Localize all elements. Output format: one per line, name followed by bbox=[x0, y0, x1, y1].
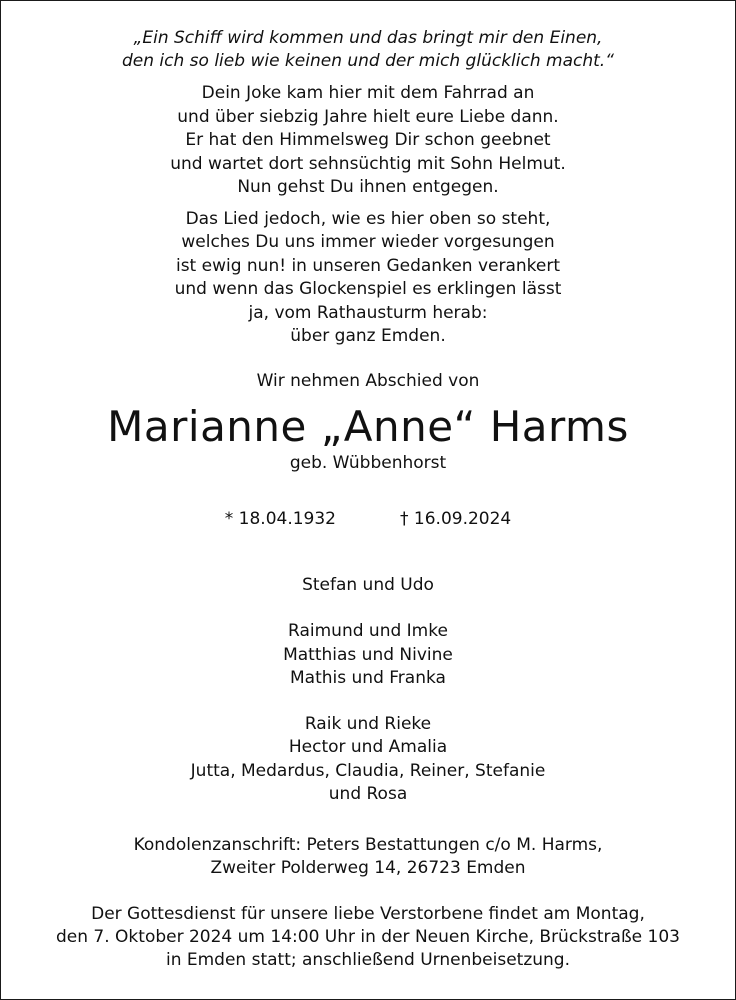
verse-line: Dein Joke kam hier mit dem Fahrrad an bbox=[201, 83, 535, 103]
quote-line: den ich so lieb wie keinen und der mich glücklich macht.“ bbox=[122, 51, 614, 71]
birth-date: * 18.04.1932 bbox=[224, 508, 336, 529]
funeral-service-info bbox=[1, 903, 735, 972]
poem-verse-1 bbox=[1, 82, 735, 200]
service-line: Der Gottesdienst für unsere liebe Verstorbene findet am Montag, bbox=[91, 903, 645, 924]
verse-line: Er hat den Himmelsweg Dir schon geebnet bbox=[185, 130, 551, 150]
verse-line: und wenn das Glockenspiel es erklingen lässt bbox=[174, 279, 562, 299]
verse-line: ja, vom Rathausturm herab: bbox=[248, 302, 488, 323]
quote-line: „Ein Schiff wird kommen und das bringt mir den Einen, bbox=[133, 28, 603, 48]
verse-line: Nun gehst Du ihnen entgegen. bbox=[237, 177, 499, 197]
verse-line: welches Du uns immer wieder vorgesungen bbox=[181, 232, 555, 252]
family-group-2 bbox=[1, 620, 735, 691]
mourner-line: Jutta, Medardus, Claudia, Reiner, Stefanie bbox=[190, 760, 546, 781]
condolence-line: Kondolenzanschrift: Peters Bestattungen c/o M. Harms, bbox=[133, 834, 603, 855]
verse-line: Das Lied jedoch, wie es hier oben so steht, bbox=[185, 208, 551, 229]
deceased-name: Marianne „Anne“ Harms bbox=[107, 401, 629, 451]
verse-line: über ganz Emden. bbox=[290, 326, 446, 346]
death-date: † 16.09.2024 bbox=[400, 508, 512, 529]
mourner-line: Mathis und Franka bbox=[290, 668, 446, 688]
verse-line: und über siebzig Jahre hielt eure Liebe dann. bbox=[177, 106, 559, 127]
farewell-line: Wir nehmen Abschied von bbox=[256, 370, 480, 391]
opening-quote bbox=[1, 27, 735, 73]
verse-line: und wartet dort sehnsüchtig mit Sohn Helmut. bbox=[170, 153, 566, 174]
family-group-1 bbox=[1, 574, 735, 598]
verse-line: ist ewig nun! in unseren Gedanken verankert bbox=[175, 255, 561, 276]
poem-verse-2 bbox=[1, 208, 735, 349]
condolence-line: Zweiter Polderweg 14, 26723 Emden bbox=[210, 857, 526, 878]
service-line: in Emden statt; anschließend Urnenbeisetzung. bbox=[165, 949, 570, 970]
condolence-address bbox=[1, 834, 735, 880]
mourner-line: Raik und Rieke bbox=[304, 713, 432, 734]
notice-content bbox=[1, 27, 735, 972]
service-line: den 7. Oktober 2024 um 14:00 Uhr in der Neuen Kirche, Brückstraße 103 bbox=[56, 926, 680, 947]
mourner-line: Matthias und Nivine bbox=[283, 644, 453, 665]
mourner-line: Raimund und Imke bbox=[288, 621, 448, 641]
family-group-3 bbox=[1, 713, 735, 807]
mourner-line: und Rosa bbox=[328, 784, 408, 804]
mourner-line: Stefan und Udo bbox=[302, 574, 434, 595]
birth-name: geb. Wübbenhorst bbox=[289, 452, 447, 473]
mourner-line: Hector und Amalia bbox=[288, 737, 448, 757]
life-dates bbox=[1, 508, 735, 530]
